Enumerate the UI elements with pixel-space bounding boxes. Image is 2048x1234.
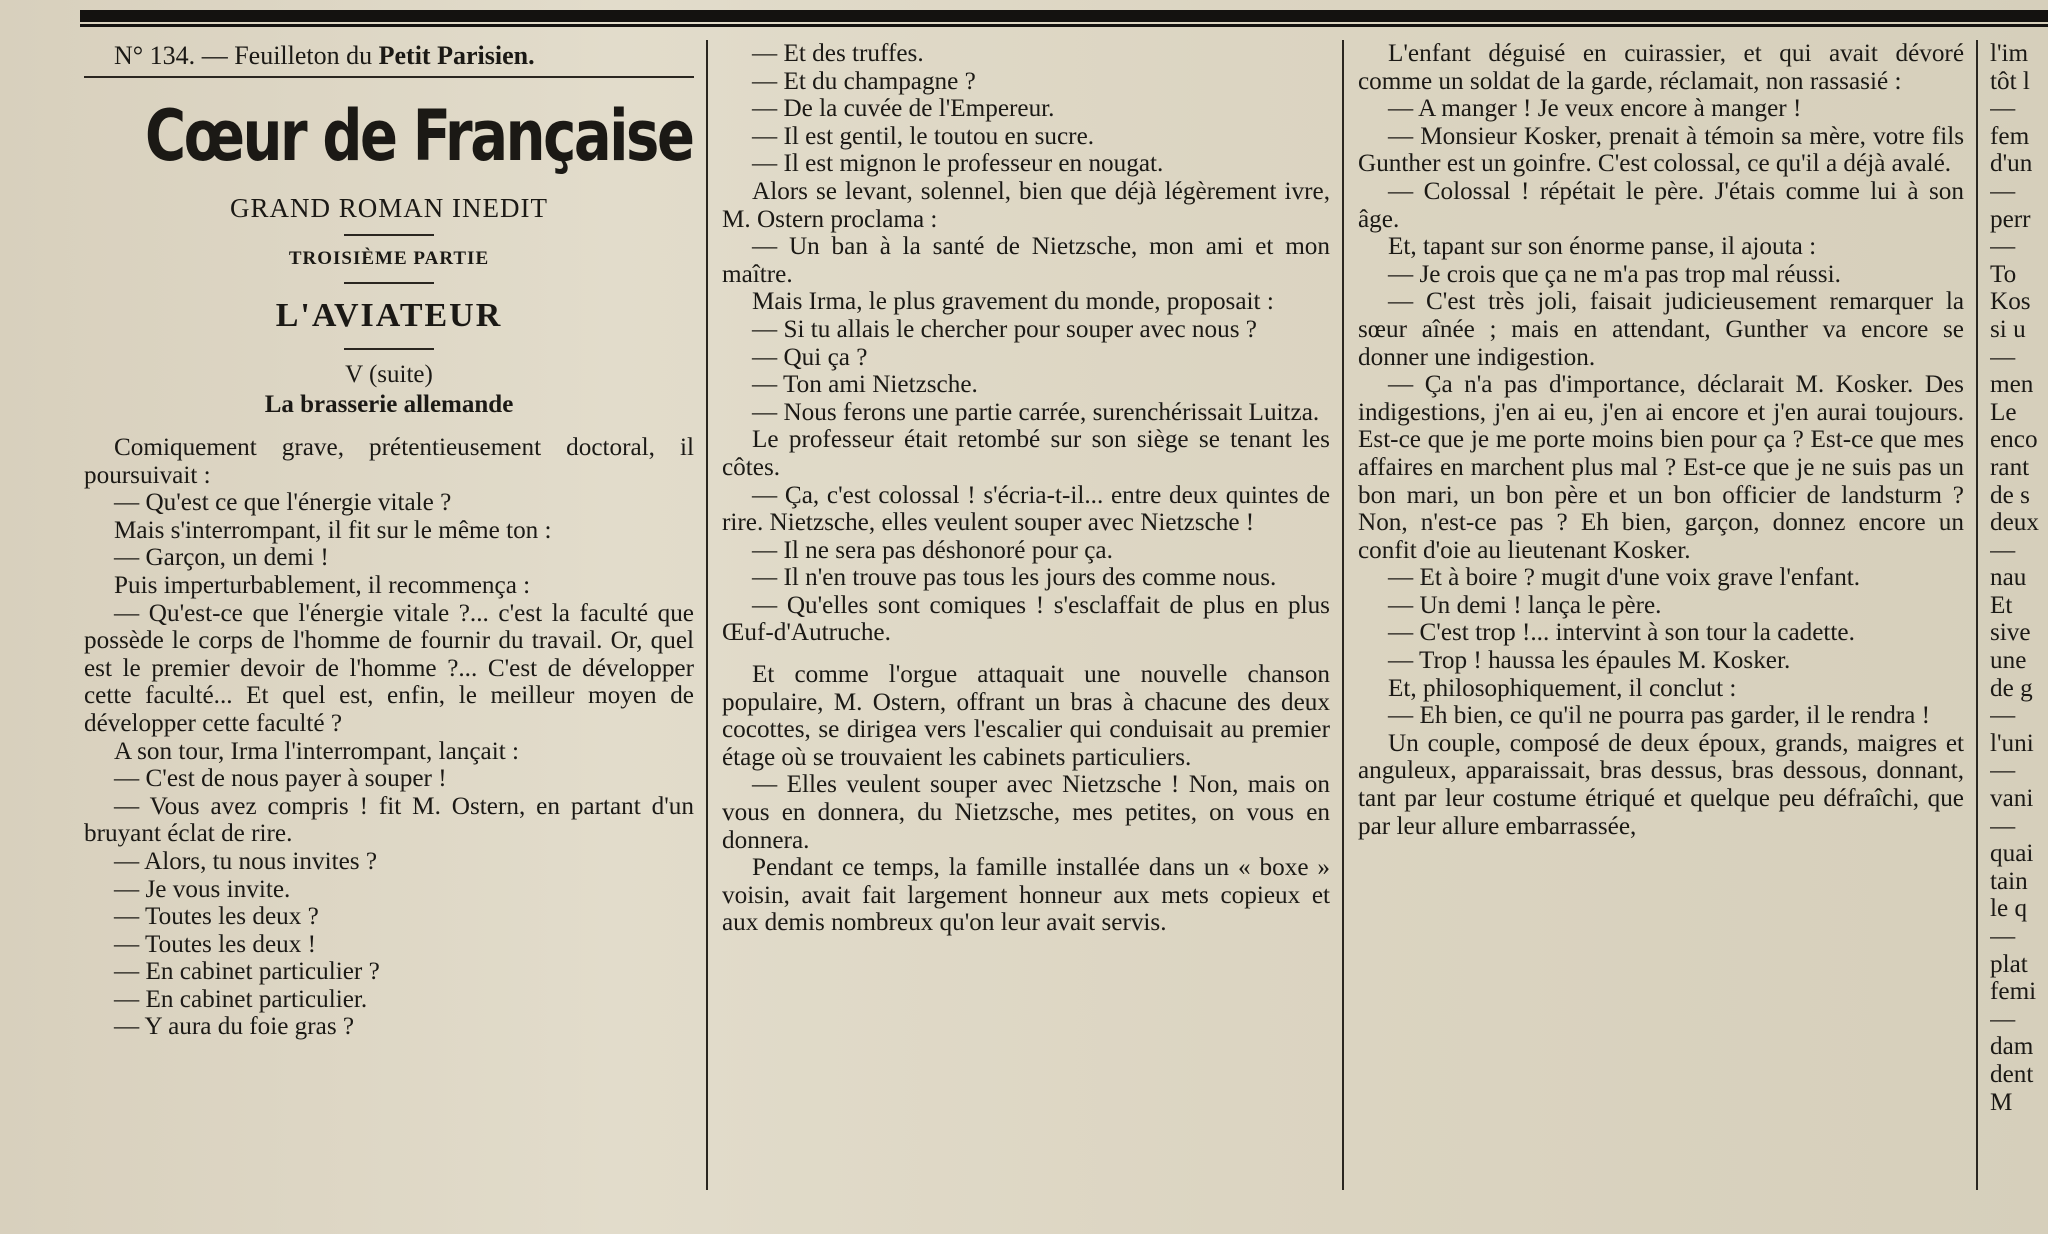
paragraph: fem: [1990, 122, 2030, 150]
paragraph: sive: [1990, 619, 2031, 647]
paragraph: — Eh bien, ce qu'il ne pourra pas garder, il le rendra !: [1388, 702, 1931, 730]
paragraph: — Il n'en trouve pas tous les jours des comme nous.: [752, 564, 1277, 592]
paragraph: — Et des truffes.: [752, 40, 924, 67]
paragraph: —: [1990, 177, 2016, 205]
paragraph: l'uni: [1990, 729, 2034, 757]
paragraph: —: [1990, 233, 2016, 261]
top-rule: [80, 10, 2048, 22]
paragraph: Et: [1990, 591, 2013, 619]
paragraph: — Ça, c'est colossal ! s'écria-t-il... entre deux quintes de rire. Nietzsche, elles veulent souper avec Nietzsche !: [722, 481, 1330, 537]
column-4-text: [1990, 40, 2048, 1116]
column-2-text: [722, 40, 1330, 937]
paragraph: le q: [1990, 895, 2028, 923]
paragraph: Mais s'interrompant, il fit sur le même ton :: [114, 516, 552, 544]
column-1-text: [84, 434, 694, 1041]
paragraph: To: [1990, 260, 2017, 288]
paragraph: perr: [1990, 205, 2031, 233]
paragraph: Un couple, composé de deux époux, grands, maigres et anguleux, apparaissait, bras dessus, bras dessous, donnant, tant par leur costume étriqué et quelque peu défraîchi, que par leur allure embarrassée,: [1358, 729, 1964, 840]
paragraph: vani: [1990, 785, 2034, 813]
column-3: [1358, 40, 1964, 1230]
paragraph: de s: [1990, 481, 2030, 509]
paragraph: —: [1990, 95, 2016, 123]
paragraph: Puis imperturbablement, il recommença :: [114, 571, 531, 599]
paragraph: Et, tapant sur son énorme panse, il ajouta :: [1388, 233, 1817, 261]
paragraph: — Monsieur Kosker, prenait à témoin sa mère, votre fils Gunther est un goinfre. C'est colossal, ce qu'il a déjà avalé.: [1358, 122, 1964, 178]
paragraph: — Je crois que ça ne m'a pas trop mal réussi.: [1388, 260, 1841, 288]
paragraph: d'un: [1990, 150, 2033, 178]
paragraph: — Ton ami Nietzsche.: [752, 371, 978, 399]
paragraph: — En cabinet particulier.: [114, 985, 368, 1013]
issue-number: N° 134.: [114, 41, 196, 70]
paragraph: A son tour, Irma l'interrompant, lançait :: [114, 737, 520, 765]
column-2: [722, 40, 1330, 1230]
paragraph: — Y aura du foie gras ?: [114, 1013, 355, 1041]
paragraph: Et comme l'orgue attaquait une nouvelle chanson populaire, M. Ostern, offrant un bras à chacune des deux cocottes, se dirigea vers l'escalier qui conduisait au premier étage où se trouvaient les cabinets particuliers.: [722, 661, 1330, 771]
paragraph: — C'est trop !... intervint à son tour la cadette.: [1388, 619, 1855, 647]
paragraph: de g: [1990, 674, 2033, 702]
paragraph: — Ça n'a pas d'importance, déclarait M. Kosker. Des indigestions, j'en ai eu, j'en ai encore et j'en aurai toujours. Est-ce que je me porte moins bien pour ça ? Est-ce que mes affaires en marchent plus mal ? Est-ce que je ne suis pas un bon mari, un bon père et un bon officier de landsturm ? Non, n'est-ce pas ? Eh bien, garçon, donnez encore un confit d'oie au lieutenant Kosker.: [1358, 371, 1964, 564]
paragraph: —: [1990, 1005, 2016, 1033]
paragraph: enco: [1990, 426, 2038, 454]
paragraph: — C'est très joli, faisait judicieusement remarquer la sœur aînée ; mais en attendant, Gunther va encore se donner une indigestion.: [1358, 288, 1964, 371]
feuilleton-label: — Feuilleton du: [201, 41, 379, 70]
paragraph: — Nous ferons une partie carrée, surenchérissait Luitza.: [752, 398, 1320, 426]
paragraph: — C'est de nous payer à souper !: [114, 765, 447, 793]
top-rule-thin: [80, 24, 2048, 27]
paragraph: —: [1990, 757, 2016, 785]
paragraph: — Et à boire ? mugit d'une voix grave l'enfant.: [1388, 564, 1861, 592]
column-1: [84, 40, 694, 1230]
paragraph: Le professeur était retombé sur son siège se tenant les côtes.: [722, 426, 1330, 481]
paragraph: nau: [1990, 564, 2027, 592]
paragraph: L'enfant déguisé en cuirassier, et qui avait dévoré comme un soldat de la garde, réclamait, non rassasié :: [1358, 40, 1964, 95]
paragraph: — En cabinet particulier ?: [114, 958, 380, 986]
paragraph: plat: [1990, 950, 2028, 978]
paragraph: — Vous avez compris ! fit M. Ostern, en partant d'un bruyant éclat de rire.: [84, 792, 694, 848]
chapter-title: La brasserie allemande: [264, 391, 514, 418]
paragraph: Kos: [1990, 288, 2031, 316]
paragraph: Alors se levant, solennel, bien que déjà légèrement ivre, M. Ostern proclama :: [722, 177, 1330, 233]
paragraph: — Il est mignon le professeur en nougat.: [752, 150, 1164, 178]
paragraph: rant: [1990, 453, 2030, 481]
column-4-cropped: [1990, 40, 2048, 1230]
paragraph: deux: [1990, 509, 2039, 537]
paragraph: — Et du champagne ?: [752, 67, 976, 95]
paragraph: — Garçon, un demi !: [114, 544, 329, 572]
divider: [344, 234, 434, 236]
paragraph: tôt l: [1990, 67, 2030, 95]
paragraph: —: [1990, 923, 2016, 950]
paragraph: — Qu'elles sont comiques ! s'esclaffait de plus en plus Œuf-d'Autruche.: [722, 591, 1330, 647]
section-heading: L'AVIATEUR: [275, 297, 503, 334]
paragraph: quai: [1990, 840, 2034, 868]
part-heading: TROISIÈME PARTIE: [288, 248, 490, 269]
paragraph: — De la cuvée de l'Empereur.: [752, 95, 1055, 123]
novel-title: Cœur de Française: [145, 95, 693, 177]
paragraph: — Un ban à la santé de Nietzsche, mon ami et mon maître.: [722, 233, 1330, 288]
paragraph: Pendant ce temps, la famille installée dans un « boxe » voisin, avait fait largement honneur aux mets copieux et aux demis nombreux qu'on leur avait servis.: [722, 854, 1330, 937]
paragraph: — Toutes les deux !: [114, 930, 317, 958]
paragraph: —: [1990, 702, 2016, 730]
paragraph: femi: [1990, 978, 2037, 1006]
paragraph: Mais Irma, le plus gravement du monde, proposait :: [752, 288, 1274, 316]
paragraph: M: [1990, 1088, 2013, 1116]
paragraph: — Alors, tu nous invites ?: [114, 847, 378, 875]
paragraph: — Si tu allais le chercher pour souper avec nous ?: [752, 315, 1257, 343]
paragraph: — Il est gentil, le toutou en sucre.: [752, 122, 1095, 150]
paragraph: —: [1990, 343, 2016, 371]
paragraph: l'im: [1990, 40, 2029, 67]
column-rule: [1976, 40, 1978, 1190]
chapter-number: V (suite): [345, 361, 433, 388]
novel-subtitle: GRAND ROMAN INEDIT: [230, 193, 548, 223]
paragraph: dam: [1990, 1033, 2034, 1061]
paragraph: —: [1990, 812, 2016, 840]
paragraph: Le: [1990, 398, 2017, 426]
divider: [344, 282, 434, 284]
header-rule: [84, 76, 694, 78]
paragraph: — Toutes les deux ?: [114, 903, 319, 931]
newspaper-name: Petit Parisien.: [378, 41, 535, 70]
paragraph: — Elles veulent souper avec Nietzsche ! Non, mais on vous en donnera, du Nietzsche, mes petites, on vous en donnera.: [722, 771, 1330, 854]
paragraph: si u: [1990, 315, 2026, 343]
column-rule: [706, 40, 708, 1190]
column-3-text: [1358, 40, 1964, 840]
divider: [344, 348, 434, 350]
paragraph: Et, philosophiquement, il conclut :: [1388, 674, 1737, 702]
paragraph: dent: [1990, 1060, 2034, 1088]
paragraph: tain: [1990, 867, 2028, 895]
column-rule: [1342, 40, 1344, 1190]
paragraph: — Il ne sera pas déshonoré pour ça.: [752, 536, 1113, 564]
paragraph: une: [1990, 647, 2027, 675]
paragraph: men: [1990, 371, 2034, 399]
paragraph: — Qu'est-ce que l'énergie vitale ?... c'est la faculté que possède le corps de l'homme de fournir du travail. Or, quel est le premier devoir de l'homme ?... C'est de développer cette faculté... Et quel est, enfin, le meilleur moyen de développer cette faculté ?: [84, 599, 694, 737]
paragraph: — Trop ! haussa les épaules M. Kosker.: [1388, 647, 1791, 675]
paragraph: — Colossal ! répétait le père. J'étais comme lui à son âge.: [1358, 177, 1964, 233]
feuilleton-header: [84, 40, 694, 72]
paragraph: — Qu'est ce que l'énergie vitale ?: [114, 489, 452, 517]
paragraph: Comiquement grave, prétentieusement doctoral, il poursuivait :: [84, 434, 694, 489]
paragraph: — A manger ! Je veux encore à manger !: [1388, 95, 1802, 123]
paragraph: — Je vous invite.: [114, 875, 291, 903]
paragraph: — Un demi ! lança le père.: [1388, 591, 1662, 619]
paragraph: — Qui ça ?: [752, 343, 868, 371]
paragraph: —: [1990, 536, 2016, 564]
